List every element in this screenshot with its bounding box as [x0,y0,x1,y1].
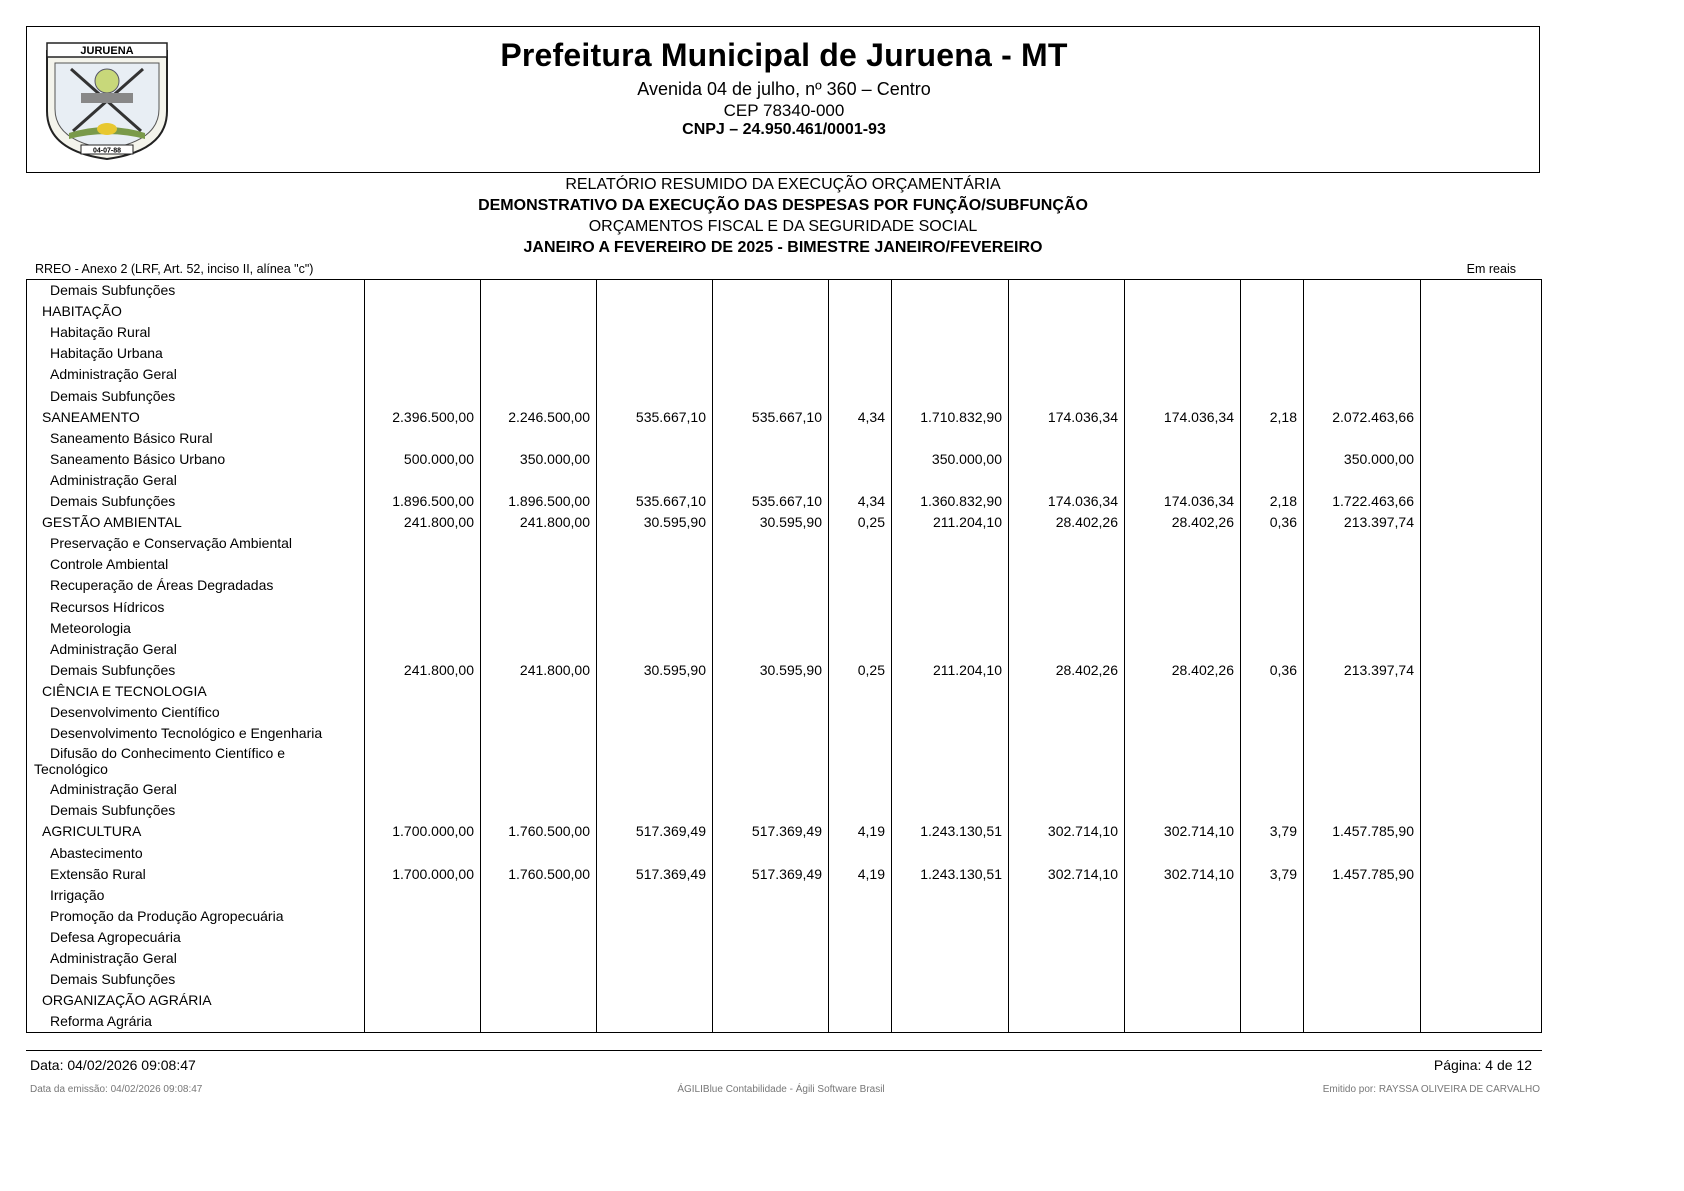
subfunction-label: Recursos Hídricos [50,598,165,615]
subfunction-label: Demais Subfunções [50,971,176,988]
value-cell: 174.036,34 [1047,408,1118,425]
column-divider [1008,280,1009,1032]
subfunction-label: Extensão Rural [50,865,146,882]
subfunction-label: Demais Subfunções [50,661,176,678]
subfunction-label: Reforma Agrária [50,1013,152,1030]
value-cell: 535.667,10 [751,493,822,509]
subfunction-label: Administração Geral [50,781,177,798]
value-cell: 1.896.500,00 [392,493,474,509]
expense-table [26,279,1542,1033]
value-cell: 2,18 [1269,408,1297,425]
function-label: AGRICULTURA [42,823,142,840]
subfunction-label: Habitação Urbana [50,345,163,362]
value-cell: 2,18 [1269,493,1297,509]
subfunction-label: Administração Geral [50,471,177,488]
report-budget-scope: ORÇAMENTOS FISCAL E DA SEGURIDADE SOCIAL [588,218,978,235]
subfunction-label: Saneamento Básico Rural [50,429,213,446]
value-cell: 535.667,10 [751,408,822,425]
value-cell: 517.369,49 [751,823,822,840]
value-cell: 302.714,10 [1047,823,1118,840]
address: Avenida 04 de julho, nº 360 – Centro [637,79,931,99]
subfunction-label: Meteorologia [50,619,131,636]
cep: CEP 78340-000 [723,101,845,120]
subfunction-label: Saneamento Básico Urbano [50,450,226,467]
system-credit: ÁGILIBlue Contabilidade - Ágili Software Brasil [677,1084,885,1095]
value-cell: 535.667,10 [635,493,706,509]
page-number: Página: 4 de 12 [1433,1057,1532,1073]
value-cell: 213.397,74 [1343,661,1414,678]
subfunction-label: Demais Subfunções [50,493,176,509]
subfunction-label: Recuperação de Áreas Degradadas [50,577,274,594]
column-divider [891,280,892,1032]
value-cell: 213.397,74 [1343,514,1414,531]
municipality-title: Prefeitura Municipal de Juruena - MT [500,37,1068,73]
function-label: ORGANIZAÇÃO AGRÁRIA [42,992,212,1009]
subfunction-label: Controle Ambiental [50,556,169,573]
value-cell: 1.243.130,51 [920,823,1002,840]
value-cell: 28.402,26 [1055,661,1118,678]
value-cell: 28.402,26 [1171,514,1234,531]
subfunction-label: Habitação Rural [50,324,151,341]
value-cell: 241.800,00 [519,514,590,531]
column-divider [480,280,481,1032]
report-title: RELATÓRIO RESUMIDO DA EXECUÇÃO ORÇAMENTÁRIA [565,176,1001,193]
function-label: SANEAMENTO [42,408,140,425]
subfunction-label: Demais Subfunções [50,387,176,404]
value-cell: 174.036,34 [1163,408,1234,425]
subfunction-label-line2: Tecnológico [34,761,108,778]
value-cell: 0,36 [1269,514,1297,531]
value-cell: 1.700.000,00 [392,823,474,840]
annex-reference: RREO - Anexo 2 (LRF, Art. 52, inciso II, alínea "c") [35,262,314,276]
value-cell: 517.369,49 [635,823,706,840]
value-cell: 28.402,26 [1055,514,1118,531]
value-cell: 30.595,90 [759,661,822,678]
value-cell: 0,36 [1269,661,1297,678]
value-cell: 1.760.500,00 [508,823,590,840]
value-cell: 302.714,10 [1047,865,1118,882]
function-label: GESTÃO AMBIENTAL [42,514,182,531]
value-cell: 1.360.832,90 [920,493,1002,509]
value-cell: 1.243.130,51 [920,865,1002,882]
value-cell: 500.000,00 [403,450,474,467]
report-period: JANEIRO A FEVEREIRO DE 2025 - BIMESTRE JANEIRO/FEVEREIRO [523,239,1043,256]
value-cell: 1.457.785,90 [1332,823,1414,840]
value-cell: 1.722.463,66 [1332,493,1414,509]
value-cell: 4,34 [857,493,885,509]
value-cell: 535.667,10 [635,408,706,425]
subfunction-label: Administração Geral [50,366,177,383]
issued-by: Emitido por: RAYSSA OLIVEIRA DE CARVALHO [1322,1084,1540,1095]
value-cell: 517.369,49 [635,865,706,882]
footer-date: Data: 04/02/2026 09:08:47 [30,1057,196,1073]
value-cell: 2.246.500,00 [508,408,590,425]
value-cell: 30.595,90 [643,514,706,531]
column-divider [1124,280,1125,1032]
value-cell: 211.204,10 [932,514,1002,531]
column-divider [712,280,713,1032]
logo-label: JURUENA [80,45,134,57]
subfunction-label [34,745,354,777]
value-cell: 241.800,00 [403,661,474,678]
value-cell: 28.402,26 [1171,661,1234,678]
value-cell: 3,79 [1269,865,1297,882]
subfunction-label: Defesa Agropecuária [50,928,181,945]
value-cell: 350.000,00 [519,450,590,467]
column-divider [1420,280,1421,1032]
letterhead [26,26,1540,173]
function-label: CIÊNCIA E TECNOLOGIA [42,682,207,699]
value-cell: 2.072.463,66 [1332,408,1414,425]
value-cell: 211.204,10 [932,661,1002,678]
subfunction-label: Abastecimento [50,844,143,861]
footer-divider [26,1050,1542,1051]
column-divider [596,280,597,1032]
value-cell: 4,34 [857,408,885,425]
value-cell: 350.000,00 [931,450,1002,467]
value-cell: 302.714,10 [1163,823,1234,840]
subfunction-label: Desenvolvimento Tecnológico e Engenharia [50,725,323,742]
value-cell: 0,25 [857,661,885,678]
report-subtitle: DEMONSTRATIVO DA EXECUÇÃO DAS DESPESAS POR FUNÇÃO/SUBFUNÇÃO [478,197,1088,214]
value-cell: 4,19 [857,823,885,840]
value-cell: 30.595,90 [759,514,822,531]
value-cell: 1.457.785,90 [1332,865,1414,882]
subfunction-label: Irrigação [50,886,105,903]
value-cell: 1.896.500,00 [508,493,590,509]
column-divider [828,280,829,1032]
value-cell: 174.036,34 [1047,493,1118,509]
column-divider [1240,280,1241,1032]
function-label: HABITAÇÃO [42,303,122,320]
value-cell: 1.760.500,00 [508,865,590,882]
value-cell: 3,79 [1269,823,1297,840]
subfunction-label: Promoção da Produção Agropecuária [50,907,284,924]
value-cell: 302.714,10 [1163,865,1234,882]
subfunction-label: Preservação e Conservação Ambiental [50,535,293,552]
subfunction-label-line1: Difusão do Conhecimento Científico e [50,745,286,762]
value-cell: 1.710.832,90 [920,408,1002,425]
value-cell: 241.800,00 [519,661,590,678]
value-cell: 30.595,90 [643,661,706,678]
logo-date: 04-07-88 [92,147,122,155]
subfunction-label: Demais Subfunções [50,282,176,298]
cnpj: CNPJ – 24.950.461/0001-93 [682,121,886,138]
subfunction-label: Administração Geral [50,950,177,966]
column-divider [364,280,365,1032]
value-cell: 4,19 [857,865,885,882]
value-cell: 1.700.000,00 [392,865,474,882]
column-divider [1303,280,1304,1032]
value-cell: 2.396.500,00 [392,408,474,425]
value-cell: 517.369,49 [751,865,822,882]
subfunction-label: Desenvolvimento Científico [50,704,220,720]
emission-date: Data da emissão: 04/02/2026 09:08:47 [30,1084,203,1095]
value-cell: 0,25 [857,514,885,531]
subfunction-label: Demais Subfunções [50,802,176,819]
subfunction-label: Administração Geral [50,640,177,657]
value-cell: 241.800,00 [403,514,474,531]
value-cell: 174.036,34 [1163,493,1234,509]
currency-unit: Em reais [1466,262,1516,276]
value-cell: 350.000,00 [1343,450,1414,467]
